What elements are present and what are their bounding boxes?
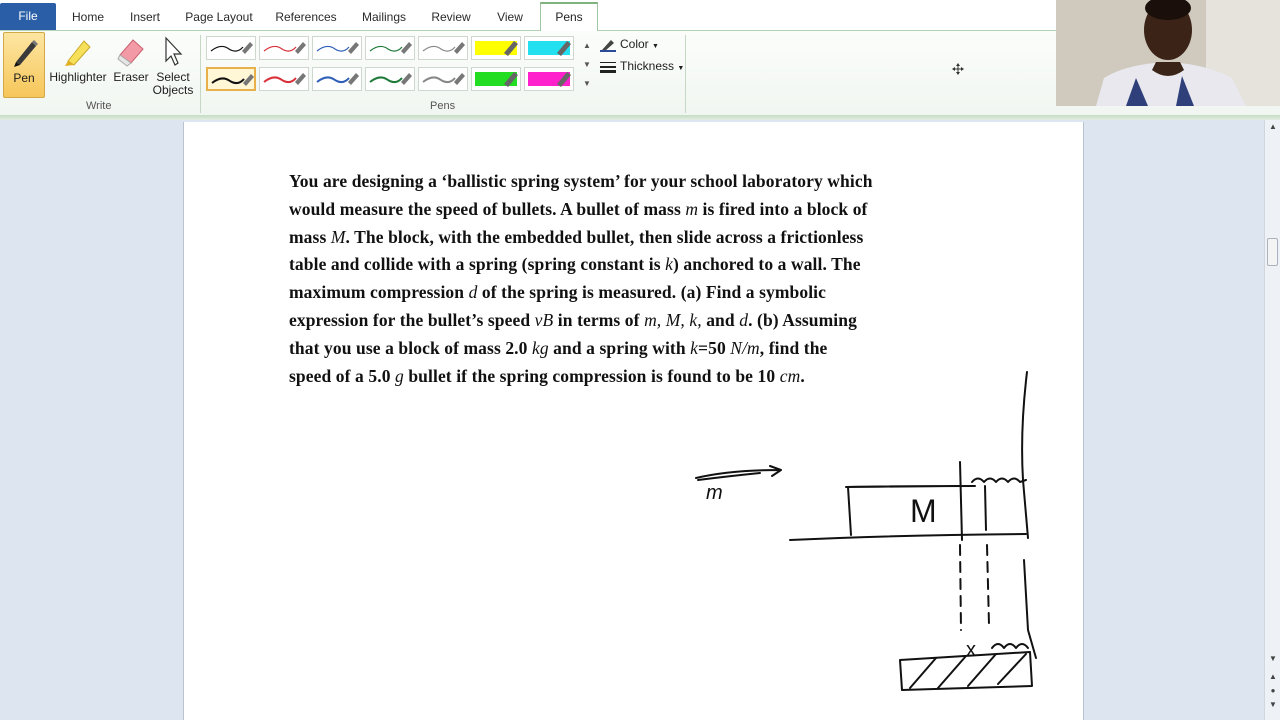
- highlighter-label: Highlighter: [49, 70, 107, 84]
- text-line: expression for the bullet’s speed vB in terms of m, M, k, and d. (b) Assuming: [289, 309, 857, 330]
- tab-pens[interactable]: Pens: [540, 2, 598, 31]
- tab-file[interactable]: File: [0, 3, 56, 30]
- ink-spring: [972, 479, 1026, 483]
- ink-label-x: x: [966, 639, 976, 661]
- tab-references[interactable]: References: [275, 10, 337, 24]
- next-page-icon[interactable]: ▼: [1269, 700, 1277, 709]
- eraser-label: Eraser: [113, 70, 149, 84]
- tab-view[interactable]: View: [497, 10, 523, 24]
- thickness-label: Thickness: [620, 59, 675, 73]
- ink-label-M: M: [910, 493, 937, 529]
- text-line: mass M. The block, with the embedded bullet, then slide across a frictionless: [289, 226, 864, 247]
- ink-table-line: [790, 534, 1026, 540]
- gallery-up-icon[interactable]: ▲: [583, 41, 591, 50]
- scroll-down-icon[interactable]: ▼: [1269, 654, 1277, 663]
- gallery-more-icon[interactable]: ▼: [583, 79, 591, 88]
- select-objects-label-1: Select: [156, 70, 190, 84]
- ink-wall: [1022, 372, 1028, 538]
- text-line: You are designing a ‘ballistic spring system’ for your school laboratory which: [289, 171, 873, 191]
- browse-object-icon[interactable]: ●: [1270, 686, 1276, 695]
- prev-page-icon[interactable]: ▲: [1269, 672, 1277, 681]
- text-line: would measure the speed of bullets. A bullet of mass m is fired into a block of: [289, 198, 868, 219]
- color-dropdown-arrow-icon: ▼: [652, 43, 659, 50]
- scroll-up-icon[interactable]: ▲: [1269, 122, 1277, 131]
- text-line: table and collide with a spring (spring constant is k) anchored to a wall. The: [289, 254, 861, 275]
- select-objects-label-2: Objects: [152, 83, 194, 97]
- ink-label-m: m: [706, 482, 723, 504]
- pens-group-label: Pens: [430, 100, 456, 112]
- tab-mailings[interactable]: Mailings: [361, 10, 406, 24]
- color-label: Color: [620, 37, 649, 51]
- write-group-label: Write: [86, 100, 112, 112]
- scrollbar-thumb[interactable]: [1267, 238, 1278, 266]
- text-line: speed of a 5.0 g bullet if the spring compression is found to be 10 cm.: [289, 365, 805, 386]
- tab-insert[interactable]: Insert: [129, 10, 160, 24]
- thickness-dropdown-arrow-icon: ▼: [677, 65, 685, 72]
- tab-home[interactable]: Home: [71, 10, 104, 24]
- ink-dashed-line: [960, 545, 961, 630]
- ink-lower-spring: [992, 644, 1028, 648]
- text-line: maximum compression d of the spring is measured. (a) Find a symbolic: [289, 282, 827, 303]
- gallery-down-icon[interactable]: ▼: [583, 60, 591, 69]
- ink-wall-lower: [1024, 560, 1036, 658]
- ink-block-right: [960, 462, 986, 540]
- tab-review[interactable]: Review: [431, 10, 471, 24]
- ink-dashed-line: [987, 545, 989, 625]
- pen-label: Pen: [13, 71, 35, 85]
- tab-page-layout[interactable]: Page Layout: [185, 10, 253, 24]
- vertical-scrollbar[interactable]: [1264, 120, 1280, 720]
- text-line: that you use a block of mass 2.0 kg and a spring with k=50 N/m, find the: [289, 337, 828, 358]
